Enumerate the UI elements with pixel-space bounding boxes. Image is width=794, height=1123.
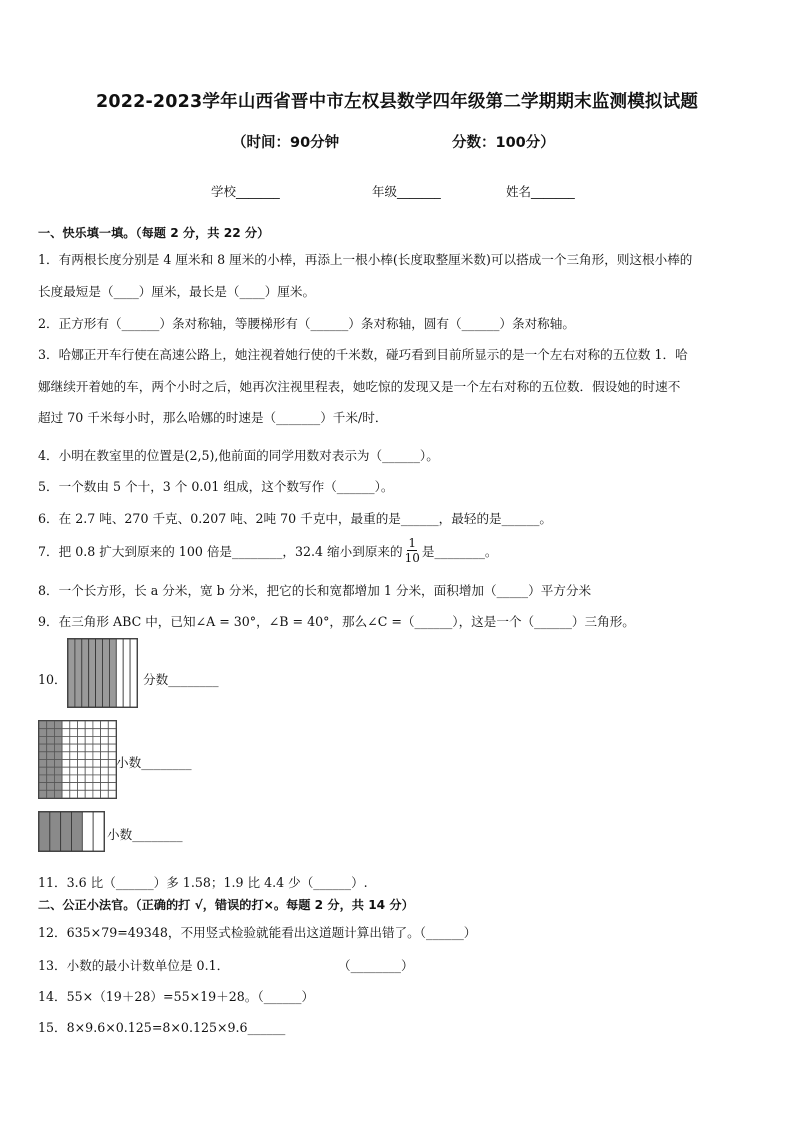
grid-cell bbox=[39, 790, 47, 798]
bar-part bbox=[82, 812, 93, 851]
grid-cell bbox=[78, 729, 86, 737]
grid-cell bbox=[62, 744, 70, 752]
grid-cell bbox=[101, 775, 109, 783]
name-field: 姓名_______ bbox=[506, 184, 575, 199]
figure-bar-decimal bbox=[38, 811, 105, 852]
grid-cell bbox=[101, 767, 109, 775]
question-11: 11．3.6 比（______）多 1.58；1.9 比 4.4 少（______）. bbox=[38, 875, 368, 890]
grid-cell bbox=[93, 736, 101, 744]
strip-cell bbox=[123, 639, 130, 707]
bar-part bbox=[93, 812, 104, 851]
question-8: 8．一个长方形，长 a 分米，宽 b 分米，把它的长和宽都增加 1 分米，面积增加（_____）平方分米 bbox=[38, 583, 592, 598]
strip-cell bbox=[130, 639, 137, 707]
grid-cell bbox=[85, 744, 93, 752]
grid-cell bbox=[39, 775, 47, 783]
grid-cell bbox=[70, 790, 78, 798]
grid-cell bbox=[39, 760, 47, 768]
grid-cell bbox=[54, 721, 62, 729]
grid-cell bbox=[54, 736, 62, 744]
grid-cell bbox=[85, 729, 93, 737]
grid-cell bbox=[85, 775, 93, 783]
grid-cell bbox=[108, 767, 116, 775]
grid-cell bbox=[47, 729, 55, 737]
question-6: 6．在 2.7 吨、270 千克、0.207 吨、2吨 70 千克中，最重的是______，最轻的是______。 bbox=[38, 511, 553, 526]
grid-cell bbox=[93, 790, 101, 798]
grid-cell bbox=[78, 767, 86, 775]
grid-cell bbox=[101, 760, 109, 768]
grid-cell bbox=[62, 752, 70, 760]
exam-time: （时间：90分钟 bbox=[232, 135, 340, 151]
bar-part bbox=[39, 812, 50, 851]
grid-cell bbox=[108, 729, 116, 737]
grid-cell bbox=[108, 752, 116, 760]
grid-cell bbox=[101, 736, 109, 744]
grid-cell bbox=[39, 729, 47, 737]
strip-cell bbox=[103, 639, 110, 707]
question-13-blank: （________） bbox=[338, 958, 414, 973]
grid-cell bbox=[62, 775, 70, 783]
question-10-number: 10． bbox=[38, 672, 67, 687]
question-4: 4．小明在教室里的位置是(2,5),他前面的同学用数对表示为（______）。 bbox=[38, 448, 439, 463]
grid-cell bbox=[78, 744, 86, 752]
grid-cell bbox=[54, 775, 62, 783]
fraction-one-tenth bbox=[405, 536, 420, 565]
grid-cell bbox=[54, 783, 62, 791]
question-1-line1: 1．有两根长度分别是 4 厘米和 8 厘米的小棒，再添上一根小棒(长度取整厘米数)可以搭成一个三角形，则这根小棒的 bbox=[38, 252, 693, 267]
grid-cell bbox=[85, 790, 93, 798]
grid-cell bbox=[47, 721, 55, 729]
question-13: 13．小数的最小计数单位是 0.1． bbox=[38, 958, 230, 973]
figure-1-answer: 分数________ bbox=[143, 672, 219, 687]
grid-cell bbox=[39, 736, 47, 744]
grid-cell bbox=[70, 721, 78, 729]
bar-part bbox=[61, 812, 72, 851]
fraction-denominator: 10 bbox=[404, 551, 420, 565]
grid-cell bbox=[70, 783, 78, 791]
page-title: 2022-2023学年山西省晋中市左权县数学四年级第二学期期末监测模拟试题 bbox=[95, 92, 699, 112]
figure-strip-svg bbox=[68, 639, 137, 707]
grid-cell bbox=[62, 783, 70, 791]
grid-cell bbox=[70, 729, 78, 737]
grid-cell bbox=[85, 736, 93, 744]
figure-grid-decimal bbox=[38, 720, 117, 799]
grid-cell bbox=[93, 721, 101, 729]
grid-cell bbox=[108, 736, 116, 744]
grid-cell bbox=[85, 752, 93, 760]
figure-grid-svg bbox=[39, 721, 116, 798]
grid-cell bbox=[62, 760, 70, 768]
strip-cell bbox=[109, 639, 116, 707]
strip-cell bbox=[89, 639, 96, 707]
figure-2-answer: 小数________ bbox=[116, 755, 192, 770]
figure-strip-fraction bbox=[67, 638, 138, 708]
grid-cell bbox=[93, 729, 101, 737]
grid-cell bbox=[70, 752, 78, 760]
bar-part bbox=[50, 812, 61, 851]
grid-cell bbox=[54, 760, 62, 768]
question-7-text-a: 7．把 0.8 扩大到原来的 100 倍是________，32.4 缩小到原来的 bbox=[38, 544, 403, 559]
strip-cell bbox=[75, 639, 82, 707]
section1-heading: 一、快乐填一填。（每题 2 分，共 22 分） bbox=[38, 226, 270, 240]
question-9: 9．在三角形 ABC 中，已知∠A = 30°，∠B = 40°，那么∠C =（______），这是一个（______）三角形。 bbox=[38, 614, 635, 629]
grid-cell bbox=[78, 775, 86, 783]
grid-cell bbox=[85, 760, 93, 768]
grade-field: 年级_______ bbox=[372, 184, 441, 199]
fraction-numerator: 1 bbox=[408, 536, 417, 550]
grid-cell bbox=[70, 736, 78, 744]
grid-cell bbox=[78, 760, 86, 768]
strip-cell bbox=[96, 639, 103, 707]
grid-cell bbox=[101, 721, 109, 729]
question-12: 12．635×79=49348，不用竖式检验就能看出这道题计算出错了。（______） bbox=[38, 925, 477, 940]
grid-cell bbox=[101, 744, 109, 752]
question-14: 14．55×（19＋28）=55×19＋28。（______） bbox=[38, 989, 315, 1004]
grid-cell bbox=[70, 744, 78, 752]
grid-cell bbox=[47, 775, 55, 783]
grid-cell bbox=[78, 752, 86, 760]
question-1-line2: 长度最短是（____）厘米，最长是（____）厘米。 bbox=[38, 284, 316, 299]
grid-cell bbox=[85, 783, 93, 791]
grid-cell bbox=[93, 775, 101, 783]
figure-3-answer: 小数________ bbox=[107, 827, 183, 842]
grid-cell bbox=[54, 790, 62, 798]
grid-cell bbox=[47, 790, 55, 798]
grid-cell bbox=[101, 783, 109, 791]
grid-cell bbox=[39, 744, 47, 752]
grid-cell bbox=[54, 744, 62, 752]
school-field: 学校_______ bbox=[211, 184, 280, 199]
grid-cell bbox=[101, 752, 109, 760]
strip-cell bbox=[68, 639, 75, 707]
strip-cell bbox=[82, 639, 89, 707]
grid-cell bbox=[108, 790, 116, 798]
grid-cell bbox=[93, 760, 101, 768]
question-7 bbox=[38, 536, 497, 565]
section2-heading: 二、公正小法官。（正确的打 √，错误的打×。每题 2 分，共 14 分） bbox=[38, 898, 414, 912]
grid-cell bbox=[93, 744, 101, 752]
grid-cell bbox=[93, 767, 101, 775]
question-3-line2: 娜继续开着她的车，两个小时之后，她再次注视里程表，她吃惊的发现又是一个左右对称的五位数．假设她的时速不 bbox=[38, 379, 681, 394]
grid-cell bbox=[78, 783, 86, 791]
question-3-line1: 3．哈娜正开车行使在高速公路上，她注视着她行使的千米数，碰巧看到目前所显示的是一个左右对称的五位数 1．哈 bbox=[38, 347, 688, 362]
grid-cell bbox=[62, 721, 70, 729]
figure-bar-svg bbox=[39, 812, 104, 851]
grid-cell bbox=[62, 767, 70, 775]
grid-cell bbox=[108, 775, 116, 783]
question-7-text-b: 是________。 bbox=[421, 544, 498, 559]
question-15: 15．8×9.6×0.125=8×0.125×9.6______ bbox=[38, 1020, 286, 1035]
grid-cell bbox=[54, 752, 62, 760]
grid-cell bbox=[54, 729, 62, 737]
grid-cell bbox=[62, 736, 70, 744]
grid-cell bbox=[78, 790, 86, 798]
grid-cell bbox=[101, 729, 109, 737]
grid-cell bbox=[39, 752, 47, 760]
grid-cell bbox=[85, 721, 93, 729]
grid-cell bbox=[47, 767, 55, 775]
grid-cell bbox=[47, 736, 55, 744]
question-5: 5．一个数由 5 个十，3 个 0.01 组成，这个数写作（______）。 bbox=[38, 479, 394, 494]
question-3-line3: 超过 70 千米每小时，那么哈娜的时速是（_______）千米/时． bbox=[38, 410, 388, 425]
grid-cell bbox=[101, 790, 109, 798]
grid-cell bbox=[85, 767, 93, 775]
grid-cell bbox=[93, 752, 101, 760]
grid-cell bbox=[78, 736, 86, 744]
grid-cell bbox=[108, 760, 116, 768]
grid-cell bbox=[70, 760, 78, 768]
grid-cell bbox=[39, 767, 47, 775]
grid-cell bbox=[108, 783, 116, 791]
strip-cell bbox=[116, 639, 123, 707]
grid-cell bbox=[47, 744, 55, 752]
grid-cell bbox=[108, 721, 116, 729]
grid-cell bbox=[78, 721, 86, 729]
grid-cell bbox=[70, 775, 78, 783]
question-2: 2．正方形有（______）条对称轴，等腰梯形有（______）条对称轴，圆有（______）条对称轴。 bbox=[38, 316, 575, 331]
grid-cell bbox=[47, 760, 55, 768]
grid-cell bbox=[39, 721, 47, 729]
exam-score: 分数：100分） bbox=[452, 135, 555, 151]
grid-cell bbox=[62, 790, 70, 798]
grid-cell bbox=[62, 729, 70, 737]
grid-cell bbox=[47, 783, 55, 791]
grid-cell bbox=[47, 752, 55, 760]
grid-cell bbox=[54, 767, 62, 775]
grid-cell bbox=[93, 783, 101, 791]
grid-cell bbox=[39, 783, 47, 791]
bar-part bbox=[72, 812, 83, 851]
grid-cell bbox=[108, 744, 116, 752]
grid-cell bbox=[70, 767, 78, 775]
